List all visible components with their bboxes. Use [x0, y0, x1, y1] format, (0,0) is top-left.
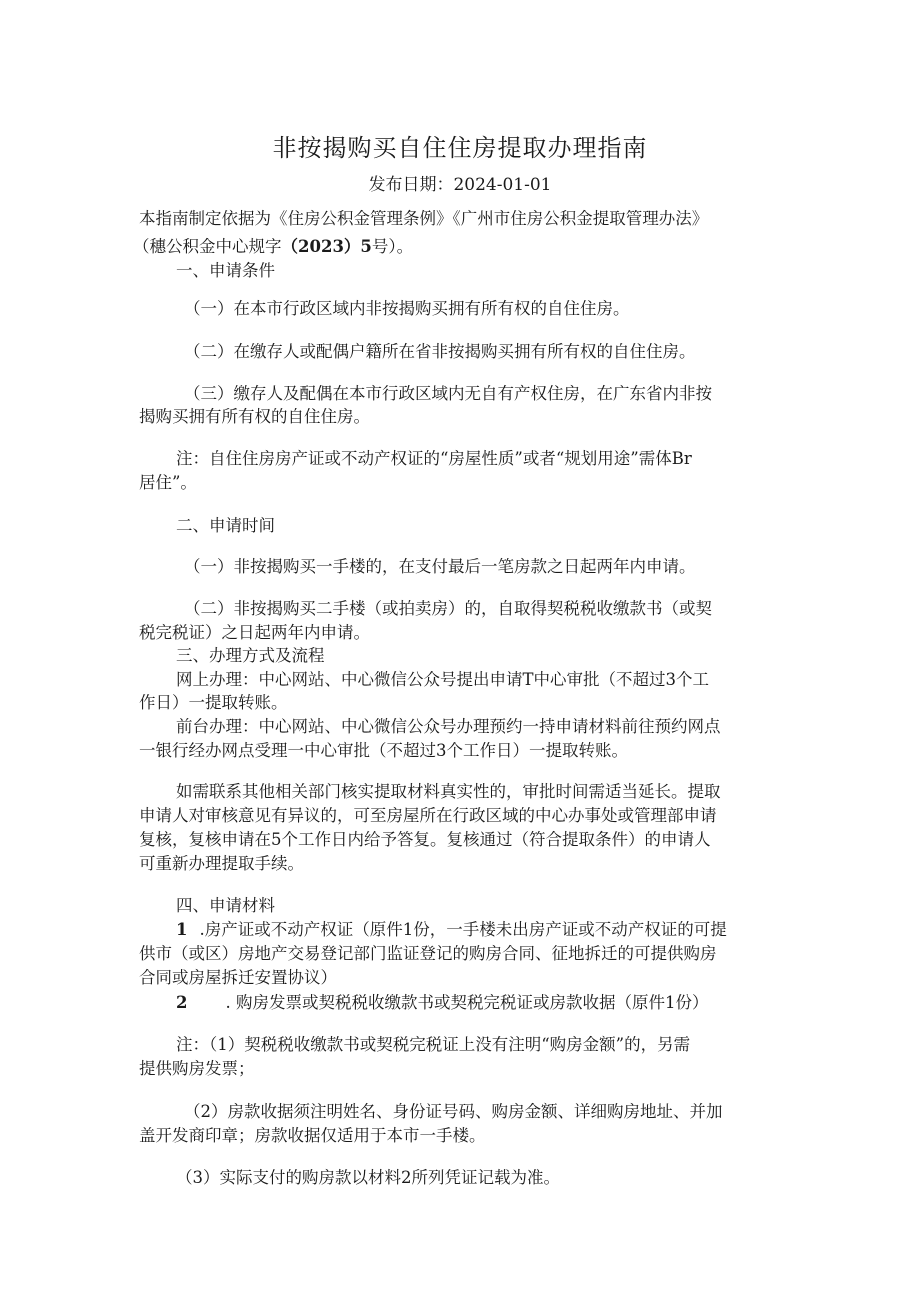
- section-heading-materials: 四、申请材料: [176, 896, 275, 915]
- material-1-number: 1: [176, 920, 188, 939]
- material-1-line-2: 供市（或区）房地产交易登记部门监证登记的购房合同、征地拆迁的可提供购房: [139, 944, 717, 963]
- material-note-3: （3）实际支付的购房款以材料2所列凭证记载为准。: [176, 1168, 560, 1187]
- material-1-line-3: 合同或房屋拆迁安置协议）: [139, 968, 337, 987]
- intro-ref-b: （2023）5: [281, 237, 372, 256]
- intro-ref-c: 号）。: [371, 237, 414, 256]
- intro-line-1: 本指南制定依据为《住房公积金管理条例》《广州市住房公积金提取管理办法》: [139, 209, 709, 228]
- time-item-1: （一）非按揭购买一手楼的，在支付最后一笔房款之日起两年内申请。: [184, 557, 696, 576]
- material-note-2-line-1: （2）房款收据须注明姓名、身份证号码、购房金额、详细购房地址、并加: [184, 1102, 723, 1121]
- material-1-text: .房产证或不动产权证（原件1份，一手楼未出房产证或不动产权证的可提: [199, 920, 727, 939]
- material-note-2-line-2: 盖开发商印章；房款收据仅适用于本市一手楼。: [139, 1126, 486, 1145]
- material-1-line-1: [176, 919, 727, 941]
- material-2-text: . 购房发票或契税税收缴款书或契税完税证或房款收据（原件1份）: [225, 993, 709, 1012]
- online-process-line-2: 作日）一提取转账。: [139, 693, 288, 712]
- time-item-2-line-2: 税完税证）之日起两年内申请。: [139, 623, 370, 642]
- section-heading-process: 三、办理方式及流程: [176, 646, 325, 665]
- condition-note-line-1: 注：自住住房房产证或不动产权证的“房屋性质”或者“规划用途”需体Br: [176, 449, 692, 468]
- process-para-line-3: 复核，复核申请在5个工作日内给予答复。复核通过（符合提取条件）的申请人: [139, 830, 711, 849]
- intro-ref-a: （穗公积金中心规字: [133, 237, 282, 256]
- counter-process-line-2: 一银行经办网点受理一中心审批（不超过3个工作日）一提取转账。: [139, 741, 628, 760]
- time-item-2-line-1: （二）非按揭购买二手楼（或拍卖房）的，自取得契税税收缴款书（或契: [184, 599, 712, 618]
- condition-item-3-line-1: （三）缴存人及配偶在本市行政区域内无自有产权住房，在广东省内非按: [184, 384, 712, 403]
- intro-line-2: [133, 236, 413, 258]
- process-para-line-2: 申请人对审核意见有异议的，可至房屋所在行政区域的中心办事处或管理部申请: [139, 806, 717, 825]
- material-2-line: [176, 992, 708, 1014]
- process-para-line-1: 如需联系其他相关部门核实提取材料真实性的，审批时间需适当延长。提取: [176, 782, 721, 801]
- condition-note-line-2: 居住”。: [139, 473, 197, 492]
- publish-date: [0, 170, 920, 195]
- process-para-line-4: 可重新办理提取手续。: [139, 854, 304, 873]
- material-2-number: 2: [176, 993, 188, 1012]
- material-note-1-line-1: 注：（1）契税税收缴款书或契税完税证上没有注明“购房金额”的，另需: [176, 1035, 691, 1054]
- date-label: 发布日期：: [368, 175, 454, 195]
- condition-item-2: （二）在缴存人或配偶户籍所在省非按揭购买拥有所有权的自住住房。: [184, 342, 696, 361]
- document-title: 非按揭购买自住住房提取办理指南: [272, 134, 648, 162]
- condition-item-1: （一）在本市行政区域内非按揭购买拥有所有权的自住住房。: [184, 299, 630, 318]
- section-heading-conditions: 一、申请条件: [176, 261, 275, 280]
- date-value: 2024-01-01: [453, 175, 552, 195]
- condition-item-3-line-2: 揭购买拥有所有权的自住住房。: [139, 407, 370, 426]
- material-note-1-line-2: 提供购房发票；: [139, 1059, 255, 1078]
- online-process-line-1: 网上办理：中心网站、中心微信公众号提出申请T中心审批（不超过3个工: [176, 670, 710, 689]
- section-heading-time: 二、申请时间: [176, 516, 275, 535]
- counter-process-line-1: 前台办理：中心网站、中心微信公众号办理预约一持申请材料前往预约网点: [176, 717, 721, 736]
